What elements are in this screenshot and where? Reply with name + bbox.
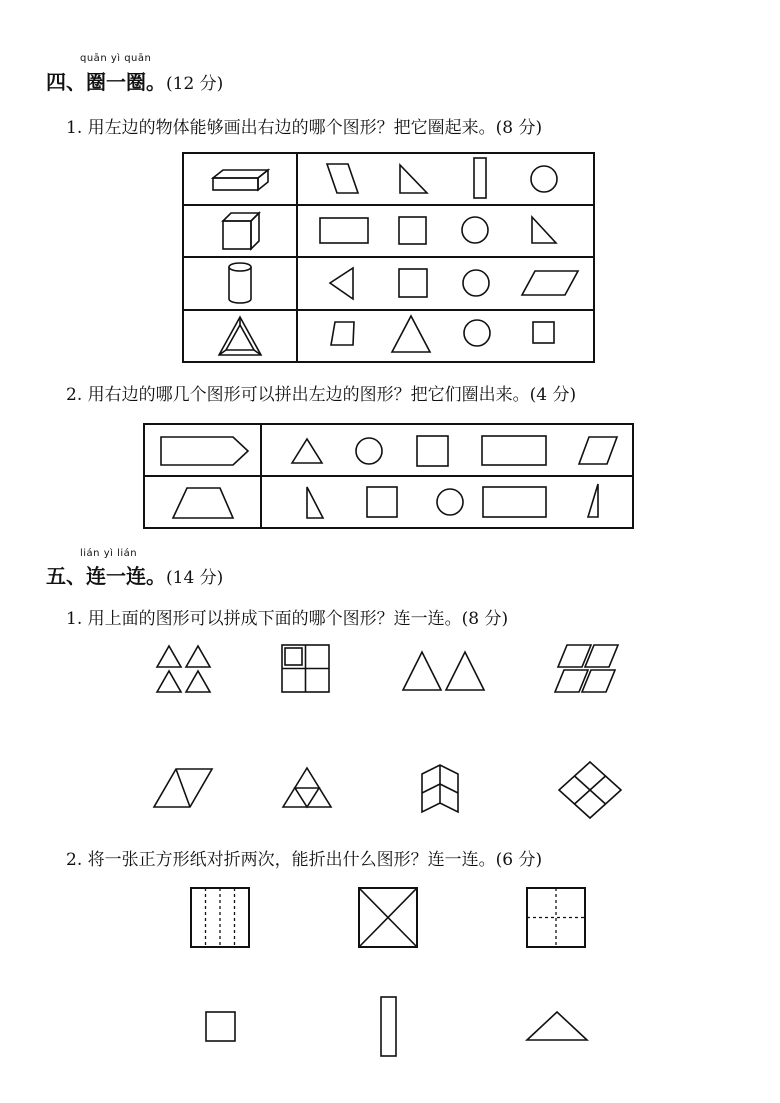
section4-title-text: 四、圈一圈。 [46, 70, 166, 94]
tall-rectangle-option-icon[interactable] [474, 158, 486, 198]
two-triangles-icon[interactable] [403, 652, 484, 690]
rectangle-option-icon[interactable] [482, 436, 546, 465]
cylinder-icon [229, 263, 251, 303]
four-triangles-icon[interactable] [157, 646, 210, 692]
right-triangle-option-icon[interactable] [307, 487, 323, 518]
pentagon-arrow-target-icon [161, 437, 248, 465]
four-parallelograms-icon[interactable] [555, 645, 618, 692]
parallelogram-option-icon[interactable] [327, 164, 358, 193]
small-square-result-icon[interactable] [206, 1012, 235, 1041]
section4-score: (12 分) [166, 74, 224, 94]
section4-question1: 1. 用左边的物体能够画出右边的哪个图形？把它圈起来。(8 分) [66, 118, 543, 138]
triangular-prism-icon [219, 317, 261, 355]
circle-option-icon[interactable] [462, 217, 488, 243]
diamond-split-icon[interactable] [559, 762, 621, 818]
square-option-icon[interactable] [417, 436, 448, 466]
section4-pinyin: quān yì quān [80, 53, 152, 64]
parallelogram-option-icon[interactable] [579, 437, 617, 464]
table2-grid [144, 424, 633, 528]
vertical-strips-fold-icon[interactable] [191, 888, 249, 947]
cube-icon [223, 213, 259, 249]
right-triangle-option-icon[interactable] [400, 165, 427, 193]
trapezoid-option-icon[interactable] [331, 322, 354, 345]
section5-question2: 2. 将一张正方形纸对折两次，能折出什么图形？连一连。(6 分) [66, 850, 543, 870]
circle-option-icon[interactable] [464, 320, 490, 346]
tall-rectangle-result-icon[interactable] [381, 997, 396, 1056]
section4-question2: 2. 用右边的哪几个图形可以拼出左边的图形？把它们圈出来。(4 分) [66, 385, 577, 405]
square-option-icon[interactable] [399, 217, 426, 244]
triangle-option-icon[interactable] [292, 439, 322, 463]
cuboid-icon [213, 170, 268, 190]
four-squares-icon[interactable] [282, 645, 329, 692]
section5-title-text: 五、连一连。 [46, 564, 166, 588]
section5-score: (14 分) [166, 568, 224, 588]
right-triangle-option-icon[interactable] [588, 484, 598, 517]
parallelogram-option-icon[interactable] [522, 271, 578, 295]
right-triangle-option-icon[interactable] [532, 217, 556, 243]
circle-option-icon[interactable] [531, 166, 557, 192]
triangle-option-icon[interactable] [392, 316, 430, 352]
section5-pinyin: lián yì lián [80, 548, 138, 559]
quarters-fold-icon[interactable] [527, 888, 585, 947]
section5-question1: 1. 用上面的图形可以拼成下面的哪个图形？连一连。(8 分) [66, 609, 509, 629]
diagonals-fold-icon[interactable] [359, 888, 417, 947]
parallelogram-split-icon[interactable] [154, 769, 212, 807]
square-option-icon[interactable] [367, 487, 397, 517]
square-option-icon[interactable] [399, 269, 427, 297]
square-option-icon[interactable] [533, 322, 554, 343]
circle-option-icon[interactable] [356, 438, 382, 464]
folded-book-icon[interactable] [422, 765, 458, 812]
triangle-option-icon[interactable] [330, 268, 353, 299]
triangle-result-icon[interactable] [527, 1012, 587, 1040]
circle-option-icon[interactable] [437, 489, 463, 515]
triangle-split-icon[interactable] [283, 768, 331, 807]
circle-option-icon[interactable] [463, 270, 489, 296]
rectangle-option-icon[interactable] [320, 218, 368, 243]
trapezoid-target-icon [173, 488, 233, 518]
rectangle-option-icon[interactable] [483, 487, 546, 517]
